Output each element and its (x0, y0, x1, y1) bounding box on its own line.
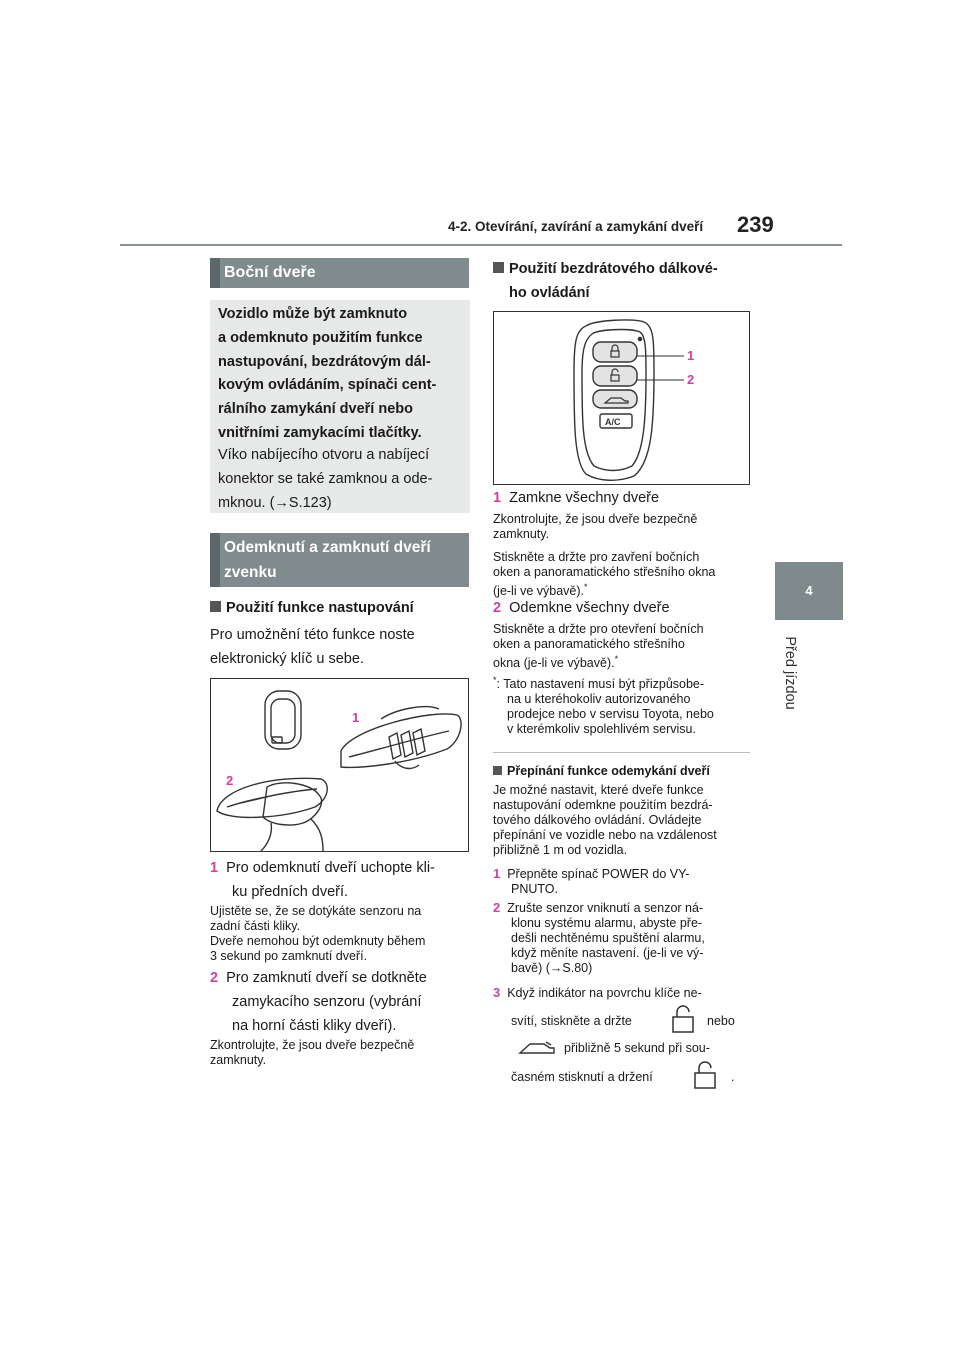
subheading-text: Použití bezdrátového dálkové- (509, 261, 718, 277)
subheading-nastupovani (210, 597, 414, 620)
unlock-icon (692, 1060, 718, 1090)
figure-door-handle (210, 678, 469, 852)
step-text: svítí, stiskněte a držte (511, 1014, 632, 1028)
step-number: 1 (210, 860, 219, 876)
section-heading-bocni-dvere (220, 258, 469, 288)
step-1 (210, 856, 472, 904)
footnote-line: : Tato nastavení musí být přizpůsobe- (496, 677, 705, 692)
note-line: oken a panoramatického střešního okna (493, 565, 716, 579)
square-bullet-icon (493, 766, 502, 775)
intro-line: konektor se také zamknou a ode- (218, 470, 433, 487)
step-text: bavě) (→S.80) (511, 961, 593, 975)
step-text: když měníte nastavení. (je-li ve vý- (511, 946, 704, 960)
door-handle-illustration (211, 679, 468, 851)
note-line: Zkontrolujte, že jsou dveře bezpečně (210, 1038, 415, 1052)
key-fob-icon (265, 691, 301, 749)
footnote-line: prodejce nebo v servisu Toyota, nebo (507, 707, 714, 722)
chapter-tab: 4 (775, 562, 843, 620)
step-text: přibližně 5 sekund při sou- (564, 1041, 710, 1055)
step-text: Zrušte senzor vniknutí a senzor ná- (507, 901, 704, 915)
step-text: Přepněte spínač POWER do VY- (507, 867, 690, 881)
footnote-mark: * (614, 654, 619, 664)
subheading-text: Přepínání funkce odemykání dveří (507, 764, 710, 778)
footnote-line: na u kteréhokoliv autorizovaného (507, 692, 691, 707)
remote-step-2 (493, 597, 755, 619)
chapter-tab-text: Před jízdou (782, 636, 798, 710)
unlock-icon (670, 1004, 696, 1034)
step-text: Pro odemknutí dveří uchopte kli- (226, 860, 435, 876)
subheading-text: ho ovládání (509, 285, 590, 301)
header-rule (120, 244, 842, 246)
step-text: klonu systému alarmu, abyste pře- (511, 916, 703, 930)
chapter-tab-label (768, 631, 812, 715)
section-divider (493, 752, 750, 753)
note-line: Zkontrolujte, že jsou dveře bezpečně (493, 512, 698, 526)
text-line: Je možné nastavit, které dveře funkce (493, 783, 704, 797)
section-heading-odemknuti (220, 533, 469, 587)
key-fob-illustration (494, 312, 749, 484)
step-2-notes (210, 1038, 472, 1068)
footnote (493, 673, 755, 737)
section-title: Boční dveře (224, 264, 316, 281)
step-number: 3 (493, 985, 501, 1000)
step-text: dešli nechtěnému spuštění alarmu, (511, 931, 705, 945)
text-line: nastupování odemkne použitím bezdrá- (493, 798, 713, 812)
note-line: (je-li ve výbavě). (493, 584, 584, 599)
intro-line: mknou. (→S.123) (218, 494, 332, 511)
step-text: PNUTO. (511, 882, 558, 896)
note-line: zamknuty. (493, 527, 550, 541)
lower-door-handle (217, 778, 327, 851)
sub1-paragraph (210, 624, 470, 671)
note-line: 3 sekund po zamknutí dveří. (210, 949, 368, 963)
note-line: Stiskněte a držte pro zavření bočních (493, 550, 700, 564)
note-line: oken a panoramatického střešního (493, 637, 685, 651)
step-text: Zamkne všechny dveře (509, 490, 660, 506)
figure-key-fob (493, 311, 750, 485)
step-text: Pro zamknutí dveří se dotkněte (226, 970, 427, 986)
figure-callout-1: 1 (687, 348, 695, 363)
text-line: přibližně 1 m od vozidla. (493, 843, 628, 857)
note-line: Ujistěte se, že se dotýkáte senzoru na (210, 904, 422, 918)
step-text: ku předních dveří. (232, 884, 349, 900)
step-1-notes (210, 904, 472, 964)
page-number: 239 (737, 212, 774, 237)
intro-normal-text (218, 444, 468, 515)
section-marker (210, 533, 220, 587)
section-marker (210, 258, 220, 288)
ac-button-label: A/C (605, 417, 621, 427)
subheading-text: Použití funkce nastupování (226, 600, 414, 616)
remote-step-2-notes (493, 622, 755, 671)
section-title-line: zvenku (224, 564, 277, 581)
step-number: 1 (493, 490, 502, 506)
intro-line: vnitřními zamykacími tlačítky. (218, 424, 422, 441)
square-bullet-icon (493, 262, 504, 273)
step-number: 2 (493, 900, 501, 915)
text-line: přepínání ve vozidle nebo na vzdálenost (493, 828, 717, 842)
sub3-paragraph (493, 783, 755, 858)
square-bullet-icon (210, 601, 221, 612)
section-title-line: Odemknutí a zamknutí dveří (224, 539, 431, 556)
intro-bold-text (218, 303, 468, 446)
subheading-prepinani (493, 764, 710, 778)
step-text: časném stisknutí a držení (511, 1070, 653, 1084)
switch-step-1 (493, 866, 755, 897)
figure-callout-1: 1 (352, 710, 360, 725)
footnote-line: v kterémkoliv spolehlivém servisu. (507, 722, 696, 737)
intro-line: rálního zamykání dveří nebo (218, 401, 413, 418)
intro-line: a odemknuto použitím funkce (218, 329, 423, 346)
text-line: Pro umožnění této funkce noste (210, 627, 415, 643)
step-text: Odemkne všechny dveře (509, 600, 670, 616)
note-line: zadní části kliky. (210, 919, 301, 933)
figure-callout-2: 2 (687, 372, 695, 387)
footnote-mark: * (584, 582, 588, 592)
remote-step-1 (493, 487, 755, 509)
step-text: zamykacího senzoru (vybrání (232, 994, 422, 1010)
remote-step-1-notes (493, 512, 755, 599)
tailgate-icon (518, 1038, 556, 1058)
key-fob-body (574, 320, 654, 480)
figure-callout-2: 2 (226, 773, 234, 788)
note-line: Stiskněte a držte pro otevření bočních (493, 622, 704, 636)
step-number: 2 (493, 600, 502, 616)
step-number: 2 (210, 970, 219, 986)
step-2 (210, 966, 472, 1038)
step-text: Když indikátor na povrchu klíče ne- (507, 986, 702, 1000)
note-line: okna (je-li ve výbavě). (493, 656, 615, 671)
intro-line: nastupování, bezdrátovým dál- (218, 353, 431, 370)
chapter-header-title: 4-2. Otevírání, zavírání a zamykání dveří (448, 219, 704, 234)
intro-line: Vozidlo může být zamknuto (218, 306, 408, 322)
intro-line: Víko nabíjecího otvoru a nabíjecí (218, 447, 430, 463)
switch-step-2 (493, 900, 755, 976)
step-number: 1 (493, 866, 501, 881)
step-text: . (731, 1070, 735, 1084)
step-text: nebo (707, 1014, 735, 1028)
intro-line: kovým ovládáním, spínači cent- (218, 377, 437, 394)
note-line: zamknuty. (210, 1053, 267, 1067)
step-text: na horní části kliky dveří). (232, 1018, 397, 1034)
footnote-mark: * (493, 675, 497, 685)
text-line: elektronický klíč u sebe. (210, 650, 364, 667)
switch-step-3 (493, 985, 755, 1001)
note-line: Dveře nemohou být odemknuty během (210, 934, 426, 948)
text-line: tového dálkového ovládání. Ovládejte (493, 813, 702, 827)
subheading-dalkove-ovladani (493, 257, 753, 305)
